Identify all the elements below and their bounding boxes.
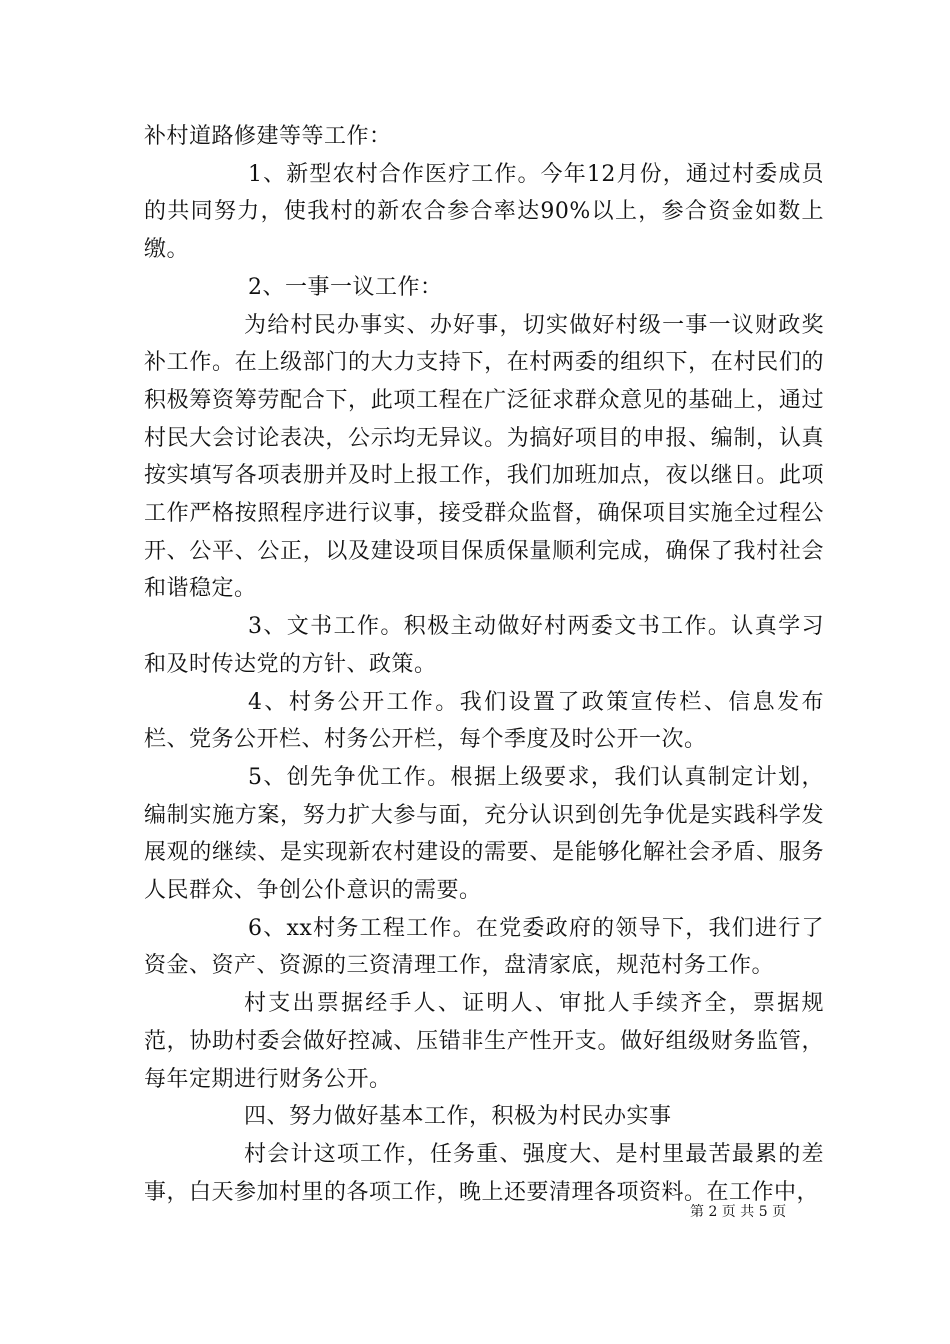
document-body [144, 118, 824, 1211]
paragraph-continuation: 补村道路修建等等工作： [144, 124, 392, 149]
page-number-footer: 第 2 页 共 5 页 [690, 1204, 787, 1220]
paragraph-item-2-body: 为给村民办事实、办好事，切实做好村级一事一议财政奖补工作。在上级部门的大力支持下，在村两委的组织下，在村民们的积极筹资筹劳配合下，此项工程在广泛征求群众意见的基础上，通过村民大会讨论表决，公示均无异议。为搞好项目的申报、编制，认真按实填写各项表册并及时上报工作，我们加班加点，夜以继日。此项工作严格按照程序进行议事，接受群众监督，确保项目实施全过程公开、公平、公正，以及建设项目保质保量顺利完成，确保了我村社会和谐稳定。 [144, 312, 824, 602]
paragraph-item-1: 1、新型农村合作医疗工作。今年12月份，通过村委成员的共同努力，使我村的新农合参合率达90%以上，参合资金如数上缴。 [144, 161, 824, 263]
paragraph-item-4: 4、村务公开工作。我们设置了政策宣传栏、信息发布栏、党务公开栏、村务公开栏，每个季度及时公开一次。 [144, 689, 824, 753]
paragraph-item-6: 6、xx村务工程工作。在党委政府的领导下，我们进行了资金、资产、资源的三资清理工作，盘清家底，规范村务工作。 [144, 915, 824, 979]
paragraph-finance: 村支出票据经手人、证明人、审批人手续齐全，票据规范，协助村委会做好控减、压错非生产性开支。做好组级财务监管，每年定期进行财务公开。 [144, 991, 824, 1092]
paragraph-accountant: 村会计这项工作，任务重、强度大、是村里最苦最累的差事，白天参加村里的各项工作，晚上还要清理各项资料。在工作中， [144, 1141, 824, 1205]
paragraph-item-3: 3、文书工作。积极主动做好村两委文书工作。认真学习和及时传达党的方针、政策。 [144, 614, 824, 677]
paragraph-item-5: 5、创先争优工作。根据上级要求，我们认真制定计划，编制实施方案，努力扩大参与面，充分认识到创先争优是实践科学发展观的继续、是实现新农村建设的需要、是能够化解社会矛盾、服务人民群众、争创公仆意识的需要。 [144, 764, 824, 904]
paragraph-item-2-heading: 2、一事一议工作： [248, 274, 443, 300]
section-heading-four: 四、努力做好基本工作，积极为村民办实事 [244, 1104, 672, 1130]
